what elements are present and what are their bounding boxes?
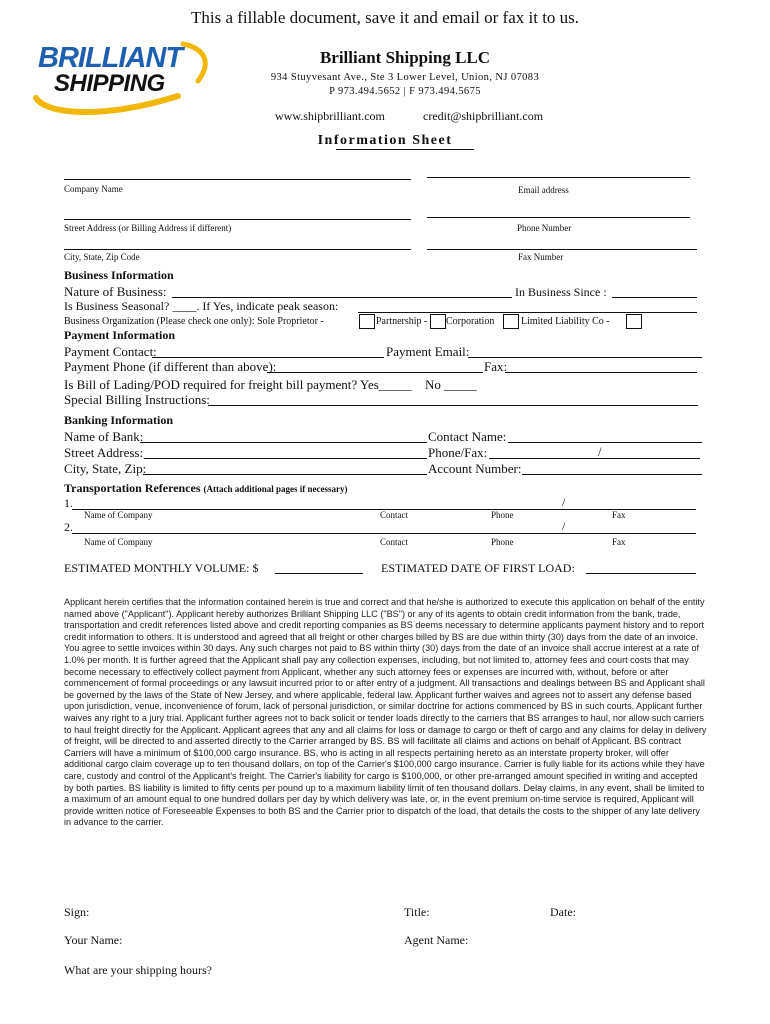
email-field[interactable] xyxy=(427,177,690,178)
partnership-checkbox[interactable] xyxy=(430,314,446,329)
company-address: 934 Stuyvesant Ave., Ste 3 Lower Level, Union, NJ 07083 xyxy=(270,72,540,83)
payment-email-field[interactable] xyxy=(468,357,702,358)
sheet-title: Information Sheet xyxy=(317,133,453,148)
in-business-since-field[interactable] xyxy=(612,297,697,298)
reference-1-contact-label: Contact xyxy=(380,510,408,520)
company-name-label: Company Name xyxy=(64,184,123,194)
account-number-field[interactable] xyxy=(522,474,702,475)
reference-1-separator: / xyxy=(562,495,566,509)
bill-of-lading-question: Is Bill of Lading/POD required for freight bill payment? Yes_____ xyxy=(64,377,412,392)
brilliant-shipping-logo xyxy=(28,36,218,116)
seasonal-label: Is Business Seasonal? ____. If Yes, indicate peak season: xyxy=(64,299,339,313)
bank-contact-name-field[interactable] xyxy=(508,442,702,443)
company-email[interactable]: credit@shipbrilliant.com xyxy=(423,109,544,123)
phone-number-field[interactable] xyxy=(427,217,690,218)
reference-2-fax-label: Fax xyxy=(612,537,626,547)
payment-fax-label: Fax: xyxy=(484,359,508,374)
shipping-hours-label: What are your shipping hours? xyxy=(64,963,212,977)
transportation-heading-text: Transportation References xyxy=(64,481,201,495)
monthly-volume-field[interactable] xyxy=(275,573,363,574)
special-billing-field[interactable] xyxy=(208,405,698,406)
banking-info-heading: Banking Information xyxy=(64,413,174,427)
partnership-label: Partnership - xyxy=(376,316,428,327)
nature-of-business-label: Nature of Business: xyxy=(64,284,167,299)
reference-2-phone-label: Phone xyxy=(491,537,514,547)
organization-label: Business Organization (Please check one only): Sole Proprietor - xyxy=(64,316,324,327)
street-address-field[interactable] xyxy=(64,219,411,220)
sign-label: Sign: xyxy=(64,905,90,919)
agent-name-label: Agent Name: xyxy=(404,933,469,947)
city-state-zip-label: City, State, Zip Code xyxy=(64,252,140,262)
payment-phone-label: Payment Phone (if different than above): xyxy=(64,359,277,374)
bank-phone-fax-separator: / xyxy=(598,444,602,459)
your-name-label: Your Name: xyxy=(64,933,123,947)
reference-1-number: 1. xyxy=(64,496,73,510)
reference-1-fax-label: Fax xyxy=(612,510,626,520)
legal-terms: Applicant herein certifies that the information contained herein is true and correct and that he/she is authorized to execute this application on behalf of the entity named above ("Applicant"). Applicant hereby authorizes Brilliant Shipping LLC ("BS") or any of its agents to obtain credit information from the bank, trade, transportation and credit references listed above and credit reporting companies as BS deems necessary to determine applicants payment history and to report credit information to others. It is understood and agreed that all freight or other charges billed by BS are due within thirty (30) days from the date of an invoice. You agree to settle invoices within 30 days. Any such charges not paid to BS within thirty (30) days from the date of an invoice shall accrue interest at a rate of 1.0% per month. It is further agreed that the Applicant shall pay any collection expenses, including, but not limited to, attorney fees and court costs that may become necessary to effectively collect payment from Applicant, whether any such attorney fees or expenses are incurred with, without, before or after commencement of formal proceedings or any lawsuit incurred prior to or after entry of a judgment. All transactions and dealings between BS and Applicant shall be governed by the laws of the State of New Jersey, and where applicable, federal law. Applicant further waives and agrees not to assert any defense based upon jurisdiction, venue, inconvenience of forum, lack of personal jurisdiction, or similar doctrine for actions commenced by BS in such courts. Applicant further waives any right to a jury trial. Applicant further agrees not to back solicit or tender loads directly to the carriers that BS arranges to haul, nor allow such carriers to haul freight directly for the Applicant. Applicant agrees that any and all claims for loss or damage to cargo or theft of cargo and any claims for delay in delivery of freight, will be directed to and asserted directly to the Carrier arranged by BS. BS will facilitate all claims and actions on behalf of Applicant. BS contract Carriers will have a minimum of $100,000 cargo insurance. BS, who is acting in all respects pertaining hereto as an interstate property broker, will offer additional cargo claim coverage up to ten thousand dollars, on top of the Carrier's $100,000 cargo insurance. Carrier is fully liable for its actions while they have care, custody and control of the Applicant's freight. The Carrier's liability for cargo is $100,000, or other pre-arranged amount specified in writing and accepted by both parties. BS liability is limited to fifty cents per pound up to a maximum liability limit of ten thousand dollars. Delay claims, in any event, shall be limited to a maximum of an amount equal to one hundred dollars per day by which delivery was late, or, in the event premium on-time service is required, Applicant will provide written notice of Foreseeable Expenses to both BS and the Carrier prior to dispatch of the load, that details the costs to the shipper of any late delivery in advance to the carrier. xyxy=(64,597,707,828)
bank-contact-name-label: Contact Name: xyxy=(428,429,507,444)
company-name: Brilliant Shipping LLC xyxy=(319,48,491,67)
company-name-field[interactable] xyxy=(64,179,411,180)
llc-label: Limited Liability Co - xyxy=(521,316,610,327)
payment-contact-label: Payment Contact: xyxy=(64,344,157,359)
street-address-label: Street Address (or Billing Address if different) xyxy=(64,223,232,233)
reference-2-contact-label: Contact xyxy=(380,537,408,547)
transportation-heading xyxy=(64,481,348,496)
reference-2-field[interactable] xyxy=(72,533,696,534)
bank-phone-fax-label: Phone/Fax: xyxy=(428,445,488,460)
reference-1-phone-label: Phone xyxy=(491,510,514,520)
bank-street-field[interactable] xyxy=(144,458,427,459)
signature-title-label: Title: xyxy=(404,905,430,919)
payment-info-heading: Payment Information xyxy=(64,328,175,342)
payment-phone-field[interactable] xyxy=(267,372,483,373)
in-business-since-label: In Business Since : xyxy=(515,285,607,299)
date-label: Date: xyxy=(550,905,576,919)
bank-street-label: Street Address: xyxy=(64,445,144,460)
corporation-checkbox[interactable] xyxy=(503,314,519,329)
peak-season-field[interactable] xyxy=(358,312,697,313)
first-load-field[interactable] xyxy=(586,573,696,574)
name-of-bank-field[interactable] xyxy=(140,442,427,443)
monthly-volume-label: ESTIMATED MONTHLY VOLUME: $ xyxy=(64,561,259,575)
payment-fax-field[interactable] xyxy=(505,372,697,373)
bill-of-lading-no: No _____ xyxy=(425,377,477,392)
reference-1-company-label: Name of Company xyxy=(84,510,153,520)
fillable-note: This a fillable document, save it and email or fax it to us. xyxy=(190,8,580,27)
city-state-zip-field[interactable] xyxy=(64,249,411,250)
bank-phone-fax-field[interactable] xyxy=(489,458,700,459)
company-phones: P 973.494.5652 | F 973.494.5675 xyxy=(329,86,481,97)
bank-city-field[interactable] xyxy=(143,474,427,475)
reference-2-number: 2. xyxy=(64,520,73,534)
reference-2-separator: / xyxy=(562,519,566,533)
payment-email-label: Payment Email: xyxy=(386,344,470,359)
reference-2-company-label: Name of Company xyxy=(84,537,153,547)
nature-of-business-field[interactable] xyxy=(172,297,512,298)
fax-number-field[interactable] xyxy=(427,249,697,250)
email-label: Email address xyxy=(518,185,569,195)
title-underline xyxy=(336,149,474,150)
special-billing-label: Special Billing Instructions: xyxy=(64,392,210,407)
sole-proprietor-checkbox[interactable] xyxy=(359,314,375,329)
business-info-heading: Business Information xyxy=(64,268,174,282)
llc-checkbox[interactable] xyxy=(626,314,642,329)
corporation-label: Corporation xyxy=(446,316,495,327)
phone-number-label: Phone Number xyxy=(517,223,572,233)
account-number-label: Account Number: xyxy=(428,461,522,476)
payment-contact-field[interactable] xyxy=(152,357,384,358)
first-load-label: ESTIMATED DATE OF FIRST LOAD: xyxy=(381,561,575,575)
bank-city-label: City, State, Zip: xyxy=(64,461,147,476)
fax-number-label: Fax Number xyxy=(518,252,564,262)
company-website[interactable]: www.shipbrilliant.com xyxy=(275,109,385,123)
logo-text-shipping: SHIPPING xyxy=(54,70,165,97)
logo-text-brilliant: BRILLIANT xyxy=(38,42,183,74)
name-of-bank-label: Name of Bank: xyxy=(64,429,144,444)
transportation-note: (Attach additional pages if necessary) xyxy=(203,484,348,494)
